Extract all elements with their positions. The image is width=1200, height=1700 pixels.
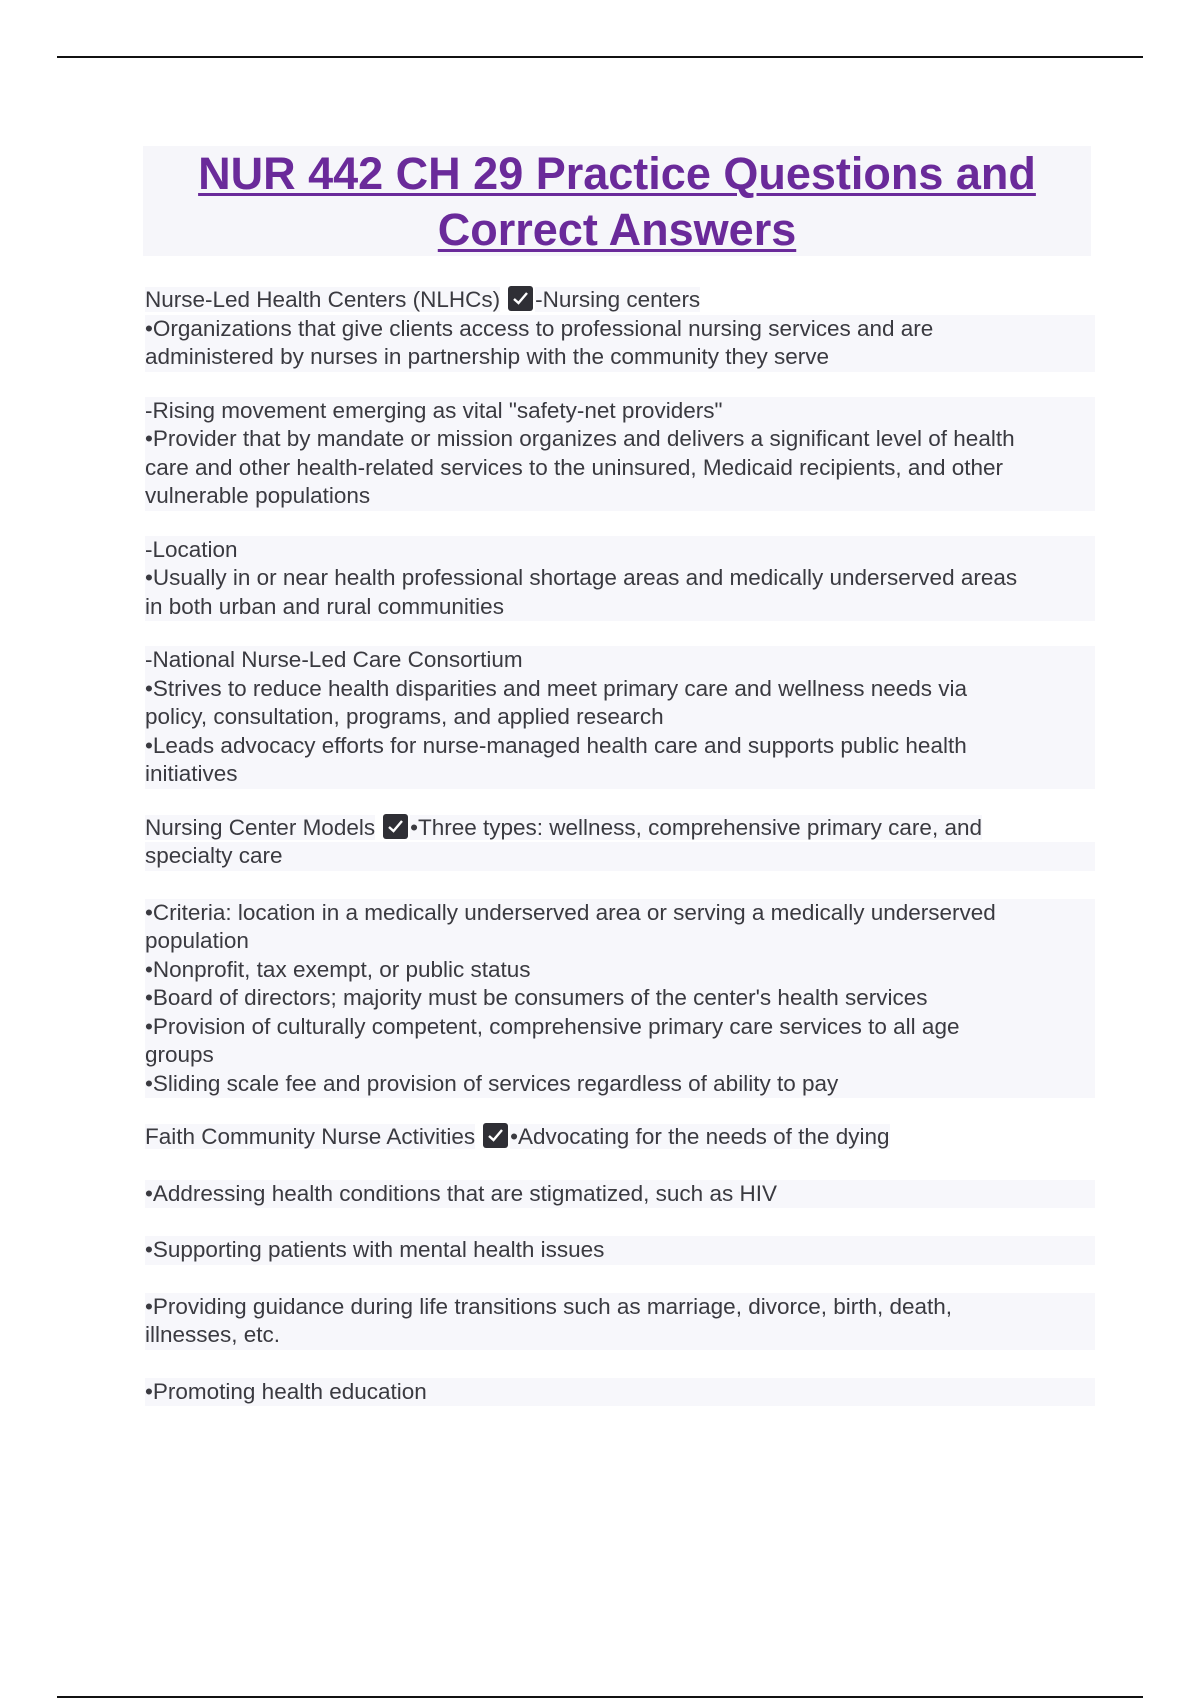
title-line-1: NUR 442 CH 29 Practice Questions and xyxy=(198,148,1036,199)
models-term: Nursing Center Models xyxy=(145,814,376,840)
nlhc-safety-net xyxy=(145,397,1095,511)
nlhc-p3-line: in both urban and rural communities xyxy=(145,593,1095,622)
faith-p1-line: •Addressing health conditions that are stigmatized, such as HIV xyxy=(145,1180,1095,1209)
nlhc-intro xyxy=(145,286,1095,372)
nlhc-p4-line: policy, consultation, programs, and applied research xyxy=(145,703,1095,732)
nlhc-p4-line: •Strives to reduce health disparities and meet primary care and wellness needs via xyxy=(145,675,1095,704)
nlhc-p1-line: •Organizations that give clients access to professional nursing services and are xyxy=(145,315,1095,344)
nlhc-p2-line: -Rising movement emerging as vital "safety-net providers" xyxy=(145,397,1095,426)
nlhc-question-line xyxy=(145,286,1095,315)
models-answer-cont: specialty care xyxy=(145,842,1095,871)
qa-models xyxy=(145,814,1095,1099)
document-title xyxy=(143,146,1091,256)
models-p1-line: •Board of directors; majority must be consumers of the center's health services xyxy=(145,984,1095,1013)
nlhc-location xyxy=(145,536,1095,622)
qa-faith xyxy=(145,1123,1095,1406)
nlhc-consortium xyxy=(145,646,1095,789)
bottom-rule xyxy=(57,1696,1143,1698)
check-box-icon xyxy=(483,1123,508,1148)
faith-term: Faith Community Nurse Activities xyxy=(145,1124,476,1149)
models-answer-first: •Three types: wellness, comprehensive primary care, and xyxy=(410,814,982,840)
title-line-2: Correct Answers xyxy=(437,204,797,255)
nlhc-p2-line: vulnerable populations xyxy=(145,482,1095,511)
nlhc-p1-line: administered by nurses in partnership with the community they serve xyxy=(145,343,1095,372)
faith-p2-line: •Supporting patients with mental health issues xyxy=(145,1236,1095,1265)
faith-p3-line: illnesses, etc. xyxy=(145,1321,1095,1350)
nlhc-p4-line: initiatives xyxy=(145,760,1095,789)
models-p1-line: •Provision of culturally competent, comprehensive primary care services to all age xyxy=(145,1013,1095,1042)
top-rule xyxy=(57,56,1143,58)
models-p1-line: •Sliding scale fee and provision of services regardless of ability to pay xyxy=(145,1070,1095,1099)
models-criteria xyxy=(145,899,1095,1099)
models-intro xyxy=(145,814,1095,871)
faith-question-line xyxy=(145,1123,1095,1152)
nlhc-p2-line: care and other health-related services to the uninsured, Medicaid recipients, and other xyxy=(145,454,1095,483)
models-p1-line: •Criteria: location in a medically underserved area or serving a medically underserved xyxy=(145,899,1095,928)
document-body xyxy=(145,286,1095,1431)
faith-intro xyxy=(145,1123,1095,1152)
models-p1-line: groups xyxy=(145,1041,1095,1070)
nlhc-p3-line: -Location xyxy=(145,536,1095,565)
check-box-icon xyxy=(383,814,408,839)
nlhc-p3-line: •Usually in or near health professional shortage areas and medically underserved areas xyxy=(145,564,1095,593)
models-p1-line: population xyxy=(145,927,1095,956)
faith-stigma xyxy=(145,1180,1095,1209)
nlhc-p2-line: •Provider that by mandate or mission organizes and delivers a significant level of health xyxy=(145,425,1095,454)
nlhc-term: Nurse-Led Health Centers (NLHCs) xyxy=(145,287,501,312)
faith-mental-health xyxy=(145,1236,1095,1265)
faith-p4-line: •Promoting health education xyxy=(145,1378,1095,1407)
qa-nlhc xyxy=(145,286,1095,789)
nlhc-answer-first: -Nursing centers xyxy=(535,287,701,312)
models-p1-line: •Nonprofit, tax exempt, or public status xyxy=(145,956,1095,985)
faith-education xyxy=(145,1378,1095,1407)
check-box-icon xyxy=(508,286,533,311)
models-question-line xyxy=(145,814,1095,843)
nlhc-p4-line: -National Nurse-Led Care Consortium xyxy=(145,646,1095,675)
faith-p3-line: •Providing guidance during life transitions such as marriage, divorce, birth, death, xyxy=(145,1293,1095,1322)
faith-answer-first: •Advocating for the needs of the dying xyxy=(510,1124,890,1149)
nlhc-p4-line: •Leads advocacy efforts for nurse-managed health care and supports public health xyxy=(145,732,1095,761)
faith-transitions xyxy=(145,1293,1095,1350)
